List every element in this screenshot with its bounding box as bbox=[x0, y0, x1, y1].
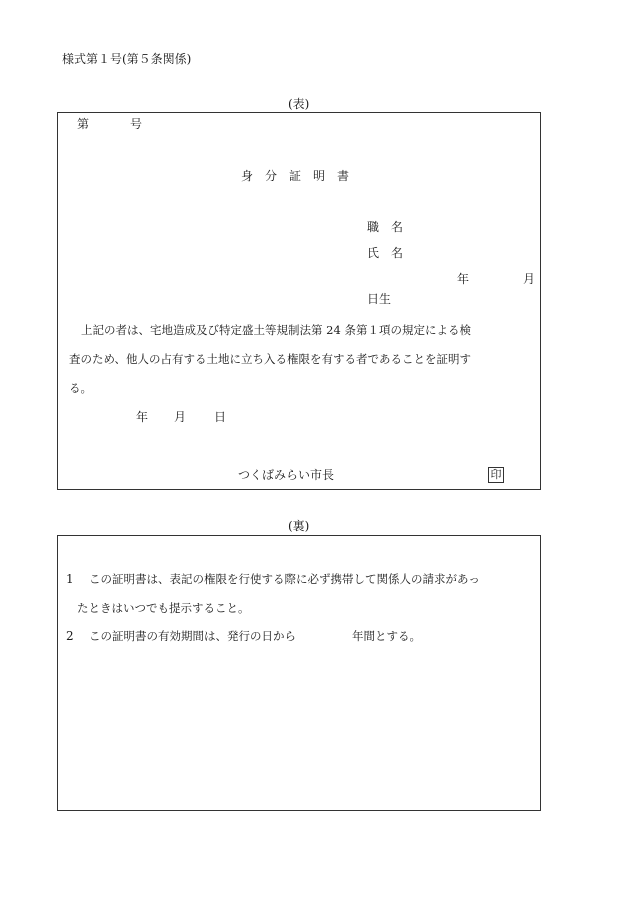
position-label: 職 名 bbox=[367, 220, 404, 234]
certificate-number-prefix: 第 bbox=[77, 117, 90, 131]
certificate-body-line-3: る。 bbox=[69, 381, 92, 395]
certificate-title: 身分証明書 bbox=[241, 169, 362, 183]
issue-month-label: 月 bbox=[174, 410, 187, 424]
item-1-line-1: この証明書は、表記の権限を行使する際に必ず携帯して関係人の請求があっ bbox=[89, 572, 480, 586]
back-heading: (裏) bbox=[288, 519, 310, 533]
certificate-number-suffix: 号 bbox=[130, 117, 143, 131]
item-2-text-b: 年間とする。 bbox=[352, 629, 421, 643]
item-2-text-a: この証明書の有効期間は、発行の日から bbox=[89, 629, 296, 643]
issue-day-label: 日 bbox=[214, 410, 227, 424]
issuer-name: つくばみらい市長 bbox=[238, 468, 335, 482]
name-label: 氏 名 bbox=[367, 246, 404, 260]
issue-year-label: 年 bbox=[136, 410, 149, 424]
birth-month-label: 月 bbox=[523, 272, 536, 286]
item-1-number: 1 bbox=[66, 572, 74, 586]
item-2-number: 2 bbox=[66, 629, 74, 643]
certificate-body-line-2: 査のため、他人の占有する土地に立ち入る権限を有する者であることを証明す bbox=[69, 352, 472, 366]
form-label: 様式第１号(第５条関係) bbox=[62, 52, 192, 66]
item-1-line-2: たときはいつでも提示すること。 bbox=[77, 601, 250, 615]
birth-year-label: 年 bbox=[457, 272, 470, 286]
front-heading: (表) bbox=[288, 97, 310, 111]
certificate-body-line-1: 上記の者は、宅地造成及び特定盛土等規制法第 24 条第１項の規定による検 bbox=[81, 323, 471, 337]
birth-day-label: 日生 bbox=[367, 292, 392, 306]
seal-mark: 印 bbox=[488, 467, 504, 483]
